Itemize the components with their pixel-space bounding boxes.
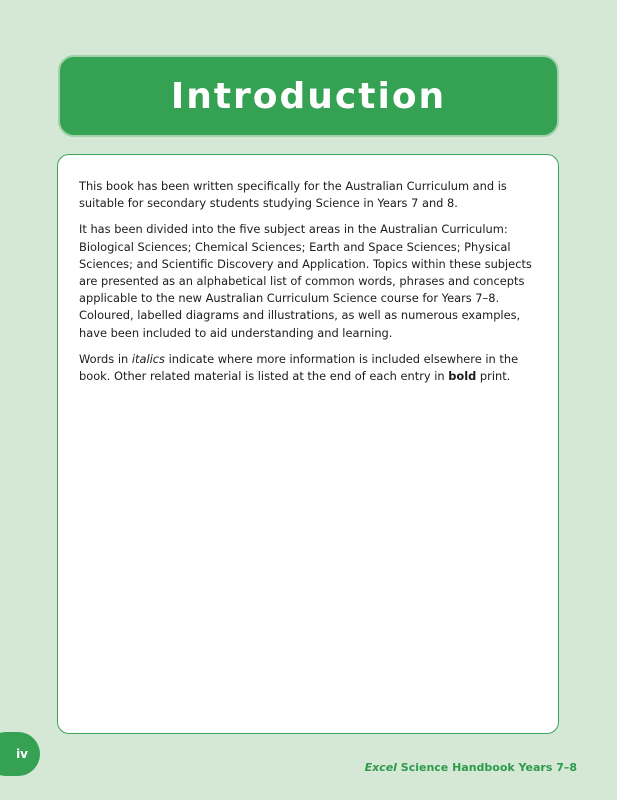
page-number: iv (16, 747, 28, 761)
intro-paragraph-1: This book has been written specifically for the Australian Curriculum and is suitable for secondary students studying Science in Years 7 and 8. (79, 179, 507, 211)
page-title: Introduction (170, 75, 447, 117)
title-banner (58, 55, 559, 137)
intro-paragraph-3 (79, 351, 536, 385)
para3-text-2: indicate where more information is included elsewhere in the book. Other related material is listed at the end of each entry in (79, 351, 519, 384)
intro-paragraph-2: It has been divided into the five subject areas in the Australian Curriculum: Biological Sciences; Chemical Sciences; Earth and Space Sciences; Physical Sciences; and Scientific Discovery and Application. Topics within these subjects are presented as an alphabetical list of common words, phrases and concepts applicable to the new Australian Curriculum Science course for Years 7–8. Coloured, labelled diagrams and illustrations, as well as numerous examples, have been included to aid understanding and learning. (79, 222, 532, 340)
page-number-tab (0, 732, 40, 776)
bold-example: bold (448, 369, 477, 384)
footer-book-title (365, 761, 577, 774)
footer-brand: Excel (364, 761, 397, 774)
para3-text-1: Words in (79, 351, 132, 366)
content-panel (57, 154, 559, 734)
para3-text-3: print. (476, 369, 511, 384)
italics-example: italics (131, 351, 165, 366)
footer-title-text: Science Handbook Years 7–8 (396, 761, 577, 774)
